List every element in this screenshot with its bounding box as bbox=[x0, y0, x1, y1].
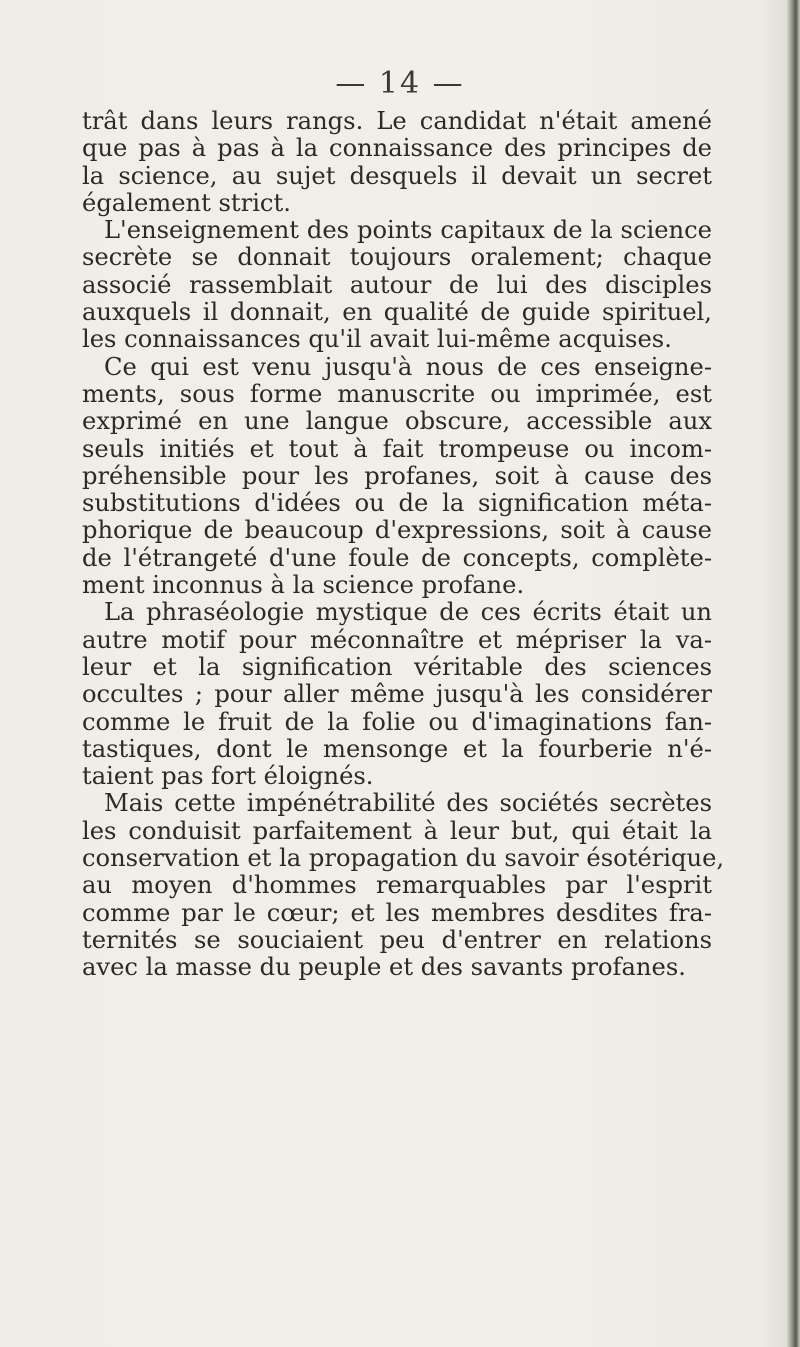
paragraph-start-line: Mais cette impénétrabilité des sociétés secrètes bbox=[104, 789, 712, 818]
text-line: ment inconnus à la science profane. bbox=[82, 571, 525, 600]
text-line: de l'étrangeté d'une foule de concepts, complète- bbox=[82, 543, 712, 572]
page-number: — 14 — bbox=[335, 66, 465, 101]
text-line: les conduisit parfaitement à leur but, qui était la bbox=[82, 816, 712, 845]
text-line: exprimé en une langue obscure, accessible aux bbox=[82, 407, 712, 436]
text-line: les connaissances qu'il avait lui-même acquises. bbox=[82, 325, 672, 354]
text-line: conservation et la propagation du savoir ésotérique, bbox=[82, 844, 725, 873]
text-line: au moyen d'hommes remarquables par l'esprit bbox=[82, 871, 712, 900]
text-line: secrète se donnait toujours oralement; chaque bbox=[82, 243, 712, 272]
text-line: seuls initiés et tout à fait trompeuse ou incom- bbox=[82, 434, 712, 463]
paragraph-start-line: La phraséologie mystique de ces écrits était un bbox=[104, 598, 712, 627]
paragraph-start-line: Ce qui est venu jusqu'à nous de ces enseigne- bbox=[104, 352, 712, 381]
page-edge-shadow bbox=[786, 0, 800, 1347]
text-line: ternités se souciaient peu d'entrer en relations bbox=[82, 925, 712, 954]
text-line: phorique de beaucoup d'expressions, soit à cause bbox=[82, 516, 712, 545]
text-line: associé rassemblait autour de lui des disciples bbox=[82, 270, 712, 299]
text-line: substitutions d'idées ou de la signification méta- bbox=[82, 489, 712, 518]
text-line: trât dans leurs rangs. Le candidat n'était amené bbox=[82, 107, 712, 135]
text-line: la science, au sujet desquels il devait un secret bbox=[82, 161, 712, 190]
text-line: autre motif pour méconnaître et mépriser la va- bbox=[82, 625, 712, 654]
text-line: tastiques, dont le mensonge et la fourberie n'é- bbox=[82, 734, 712, 763]
text-line: également strict. bbox=[82, 188, 291, 217]
text-line: leur et la signification véritable des sciences bbox=[82, 652, 712, 681]
text-line: préhensible pour les profanes, soit à cause des bbox=[82, 461, 712, 490]
text-line: taient pas fort éloignés. bbox=[82, 762, 374, 791]
text-line: auxquels il donnait, en qualité de guide spirituel, bbox=[82, 298, 712, 327]
text-line: occultes ; pour aller même jusqu'à les considérer bbox=[82, 680, 712, 709]
text-line: comme par le cœur; et les membres desdites fra- bbox=[82, 898, 712, 927]
text-line: avec la masse du peuple et des savants profanes. bbox=[82, 953, 686, 982]
body-text bbox=[82, 107, 725, 982]
paragraph-start-line: L'enseignement des points capitaux de la science bbox=[104, 216, 712, 245]
text-line: ments, sous forme manuscrite ou imprimée, est bbox=[82, 379, 712, 408]
text-line: comme le fruit de la folie ou d'imaginations fan- bbox=[82, 707, 712, 736]
text-line: que pas à pas à la connaissance des principes de bbox=[82, 134, 712, 163]
